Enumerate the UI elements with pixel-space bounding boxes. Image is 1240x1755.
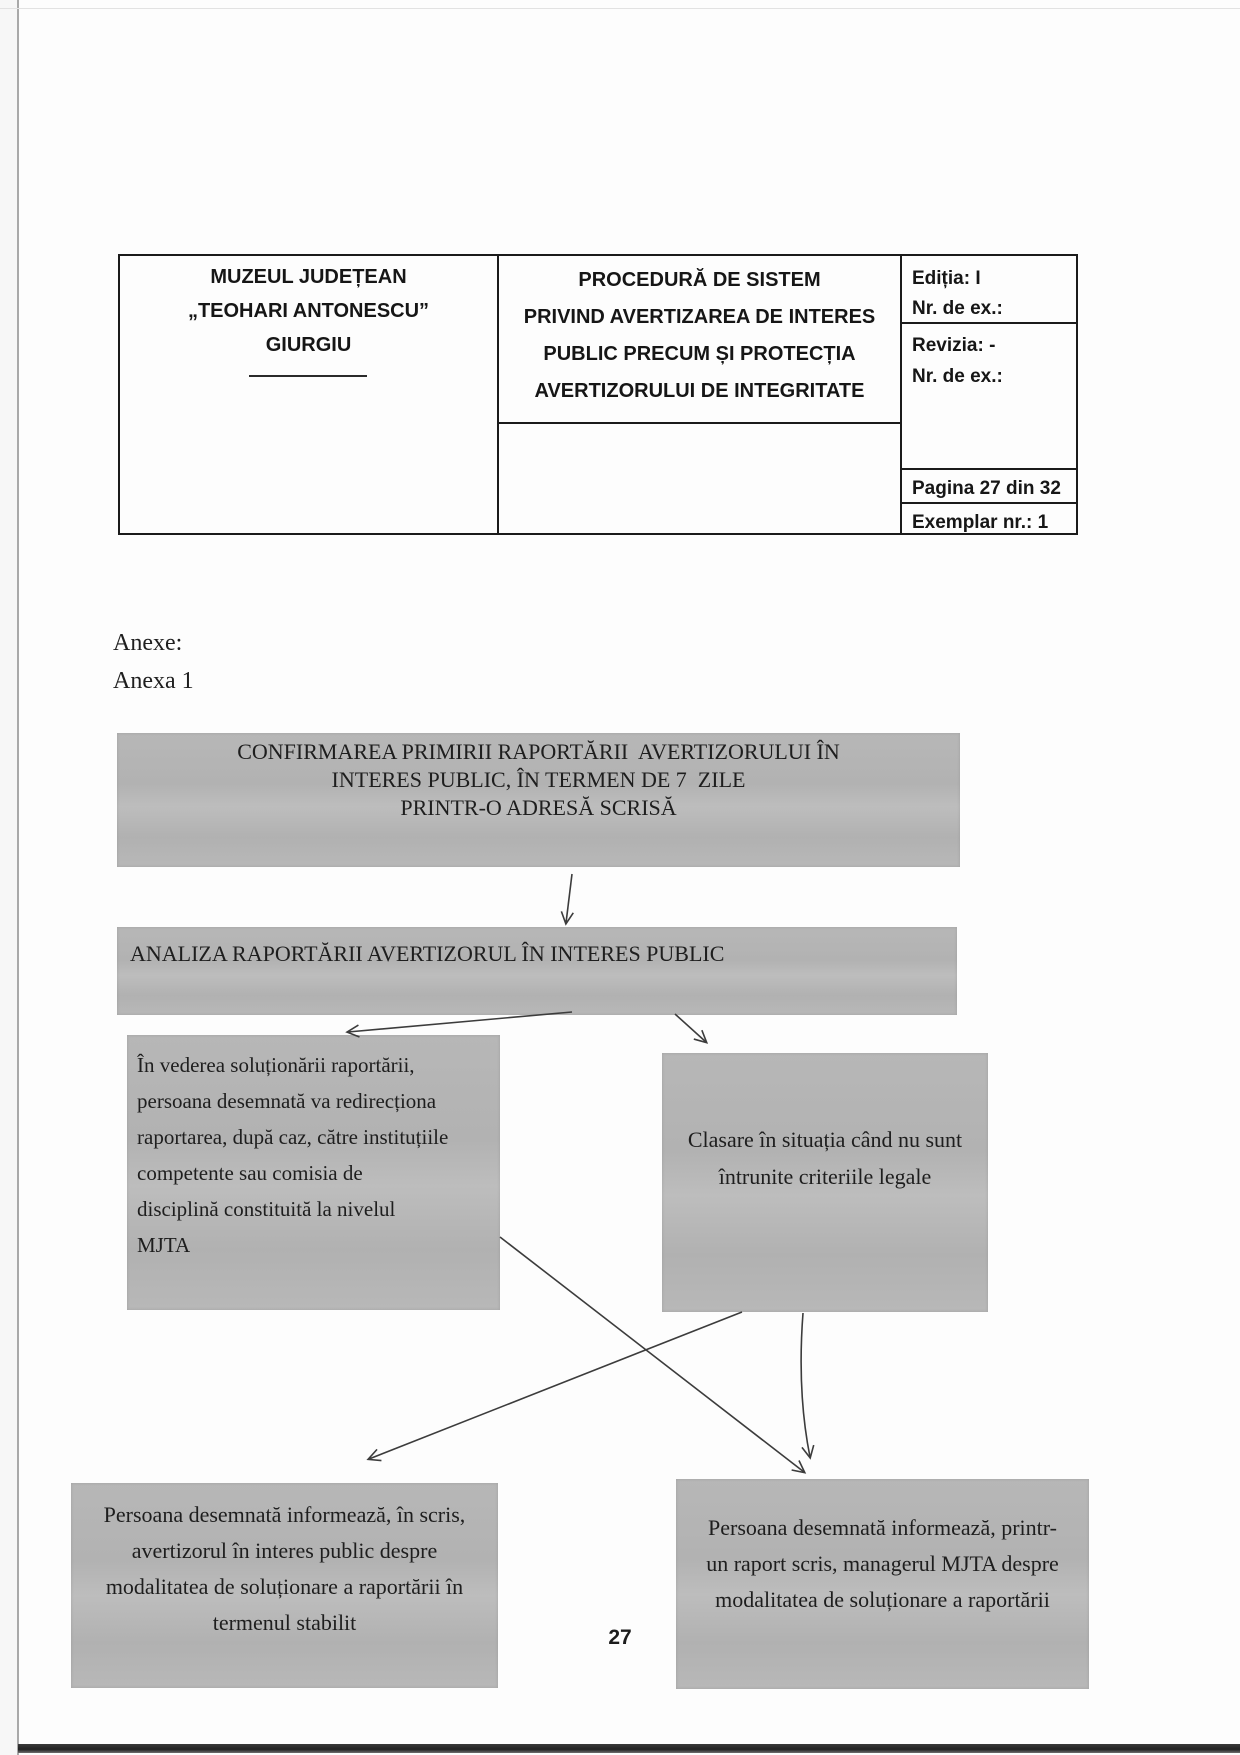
page-number: 27 bbox=[608, 1626, 632, 1649]
organization-name: MUZEUL JUDEȚEAN bbox=[210, 266, 407, 288]
arrow-confirmare-to-analiza bbox=[566, 874, 572, 923]
organization-name-2: „TEOHARI ANTONESCU” bbox=[187, 300, 430, 322]
flow-text: întrunite criteriile legale bbox=[718, 1164, 932, 1189]
revision-label: Revizia: - bbox=[912, 335, 996, 356]
flow-box-informare-avertizor bbox=[71, 1483, 498, 1688]
flow-text: raportarea, după caz, către instituțiile bbox=[137, 1125, 449, 1149]
flow-text: ANALIZA RAPORTĂRII AVERTIZORUL ÎN INTERES PUBLIC bbox=[130, 941, 725, 966]
flow-text: PRINTR-O ADRESĂ SCRISĂ bbox=[400, 795, 677, 820]
flow-box-confirmare bbox=[117, 733, 960, 867]
arrow-analiza-to-clasare bbox=[675, 1014, 706, 1042]
flow-text: Persoana desemnată informează, printr- bbox=[708, 1515, 1057, 1540]
flow-box-redirectionare bbox=[127, 1035, 500, 1310]
copies-label-2: Nr. de ex.: bbox=[912, 366, 1003, 387]
flow-text: În vederea soluționării raportării, bbox=[137, 1053, 415, 1077]
annex-heading: Anexe: bbox=[113, 630, 183, 656]
edition-cell bbox=[912, 264, 1072, 324]
flow-text: persoana desemnată va redirecționa bbox=[137, 1089, 437, 1113]
procedure-title-line: AVERTIZORULUI DE INTEGRITATE bbox=[534, 380, 865, 402]
flow-text: competente sau comisia de bbox=[137, 1161, 363, 1185]
flow-text: MJTA bbox=[137, 1233, 191, 1257]
procedure-title-line: PUBLIC PRECUM ȘI PROTECȚIA bbox=[543, 343, 856, 365]
header-table bbox=[118, 254, 1078, 535]
arrow-clasare-to-manager bbox=[801, 1313, 810, 1457]
revision-cell bbox=[912, 330, 1072, 392]
flow-text: modalitatea de soluționare a raportării bbox=[715, 1587, 1050, 1612]
flow-text: INTERES PUBLIC, ÎN TERMEN DE 7 ZILE bbox=[331, 767, 746, 792]
arrow-clasare-to-avertizor bbox=[369, 1312, 742, 1459]
table-rule-right-2 bbox=[902, 468, 1076, 470]
table-rule-middle-col bbox=[499, 422, 900, 424]
organization-city: GIURGIU bbox=[265, 334, 352, 356]
procedure-title-line: PROCEDURĂ DE SISTEM bbox=[578, 269, 821, 291]
annex-subheading: Anexa 1 bbox=[113, 668, 194, 694]
flow-text: Persoana desemnată informează, în scris, bbox=[103, 1502, 466, 1527]
edition-label: Ediția: I bbox=[912, 268, 981, 289]
annex-heading-block bbox=[113, 624, 194, 700]
exemplar-label: Exemplar nr.: 1 bbox=[912, 512, 1049, 533]
flow-box-informare-manager bbox=[676, 1479, 1089, 1689]
flow-text: Clasare în situația când nu sunt bbox=[687, 1127, 963, 1152]
organization-underline bbox=[249, 375, 367, 377]
organization-cell bbox=[120, 260, 497, 362]
flow-text: avertizorul în interes public despre bbox=[131, 1538, 438, 1563]
arrow-analiza-to-redirectionare bbox=[348, 1012, 572, 1032]
scan-edge-bottom bbox=[18, 1744, 1240, 1753]
procedure-title-line: PRIVIND AVERTIZAREA DE INTERES bbox=[523, 306, 876, 328]
flow-text: disciplină constituită la nivelul bbox=[137, 1197, 396, 1221]
procedure-title-cell bbox=[499, 262, 900, 410]
scan-edge-left bbox=[0, 0, 19, 1755]
flow-text: modalitatea de soluționare a raportării în bbox=[105, 1574, 464, 1599]
copies-label: Nr. de ex.: bbox=[912, 298, 1003, 319]
flow-box-clasare bbox=[662, 1053, 988, 1312]
flow-text: un raport scris, managerul MJTA despre bbox=[706, 1551, 1059, 1576]
page-info-cell bbox=[912, 474, 1072, 504]
flow-text: termenul stabilit bbox=[212, 1610, 357, 1635]
flow-text: CONFIRMAREA PRIMIRII RAPORTĂRII AVERTIZORULUI ÎN bbox=[237, 739, 840, 764]
exemplar-cell bbox=[912, 508, 1072, 538]
table-divider-2 bbox=[900, 256, 902, 533]
flow-box-analiza bbox=[117, 927, 957, 1015]
scan-edge-top bbox=[0, 8, 1240, 9]
page-info-label: Pagina 27 din 32 bbox=[912, 478, 1061, 499]
